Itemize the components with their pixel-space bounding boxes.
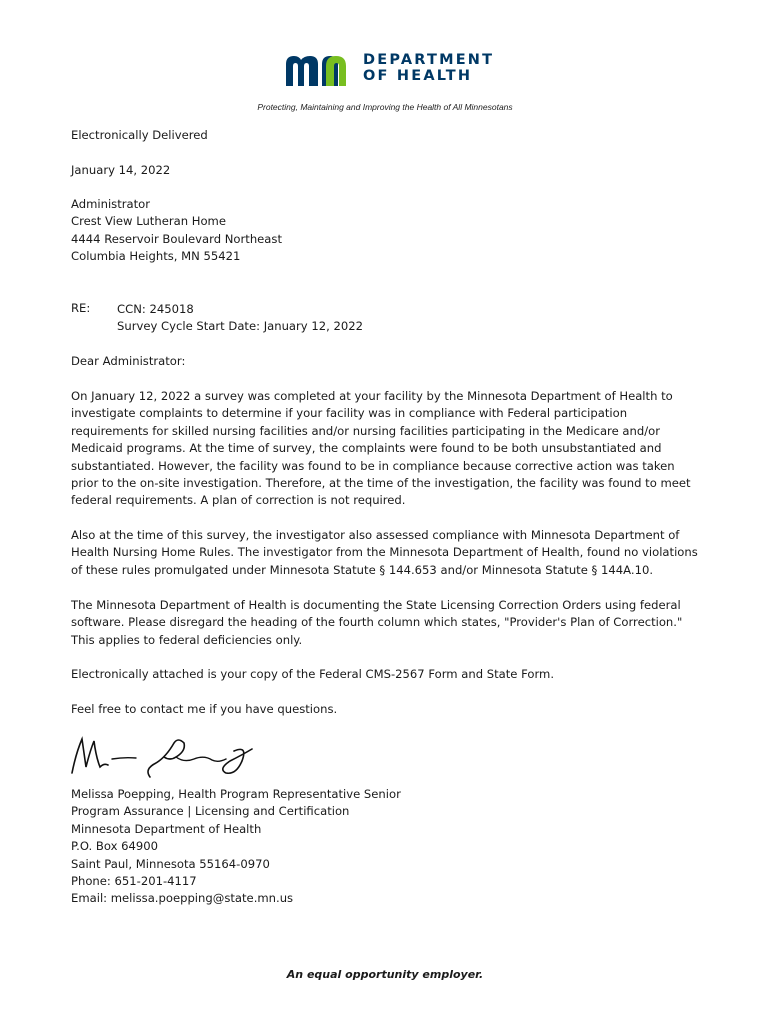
signer-name-title: Melissa Poepping, Health Program Representative Senior	[71, 787, 401, 801]
mn-logo-mark	[284, 54, 354, 86]
footer-eoe: An equal opportunity employer.	[286, 968, 484, 981]
logo-wordmark	[363, 52, 494, 84]
paragraph-attachments: Electronically attached is your copy of the Federal CMS-2567 Form and State Form.	[71, 667, 555, 681]
paragraph-state-rules: Also at the time of this survey, the investigator also assessed compliance with Minnesota Department of Health Nursing Home Rules. The investigator from the Minnesota Department of Health, found no violations of these rules promulgated under Minnesota Statute § 144.653 and/or Minnesota Statute § 144A.10.	[71, 528, 698, 577]
signer-phone: Phone: 651-201-4117	[71, 874, 197, 889]
survey-date-line: Survey Cycle Start Date: January 12, 2022	[117, 319, 363, 334]
recipient-line: 4444 Reservoir Boulevard Northeast	[71, 231, 282, 246]
tagline: Protecting, Maintaining and Improving the Health of All Minnesotans	[257, 102, 513, 112]
re-label: RE:	[71, 301, 91, 315]
logo-line-health: OF HEALTH	[363, 68, 473, 84]
letter-date: January 14, 2022	[71, 163, 171, 177]
mdh-logo	[284, 52, 494, 88]
signer-po-box: P.O. Box 64900	[71, 839, 159, 854]
signer-division: Program Assurance | Licensing and Certification	[71, 804, 350, 819]
recipient-line: Columbia Heights, MN 55421	[71, 249, 241, 264]
handwritten-signature	[66, 733, 256, 783]
paragraph-software-note: The Minnesota Department of Health is documenting the State Licensing Correction Orders using federal software. Please disregard the heading of the fourth column which states, "Provider's Plan of Correction." This applies to federal deficiencies only.	[71, 598, 683, 647]
signature-block	[71, 786, 401, 908]
signer-agency: Minnesota Department of Health	[71, 821, 262, 836]
delivery-method: Electronically Delivered	[71, 128, 208, 142]
paragraph-contact: Feel free to contact me if you have questions.	[71, 702, 338, 716]
signer-city: Saint Paul, Minnesota 55164-0970	[71, 856, 270, 871]
salutation: Dear Administrator:	[71, 354, 186, 368]
recipient-address	[71, 196, 282, 266]
recipient-line: Crest View Lutheran Home	[71, 214, 226, 229]
signer-email: Email: melissa.poepping@state.mn.us	[71, 891, 294, 906]
paragraph-survey-results: On January 12, 2022 a survey was completed at your facility by the Minnesota Department of Health to investigate complaints to determine if your facility was in compliance with Federal participation requirements for skilled nursing facilities and/or nursing facilities participating in the Medicare and/or Medicaid programs. At the time of survey, the complaints were found to be both unsubstantiated and substantiated. However, the facility was found to be in compliance because corrective action was taken prior to the on-site investigation. Therefore, at the time of the investigation, the facility was found to meet federal requirements. A plan of correction is not required.	[71, 389, 691, 508]
re-details	[117, 301, 363, 336]
ccn-line: CCN: 245018	[117, 302, 194, 316]
logo-line-department: DEPARTMENT	[363, 52, 495, 68]
recipient-line: Administrator	[71, 197, 151, 211]
